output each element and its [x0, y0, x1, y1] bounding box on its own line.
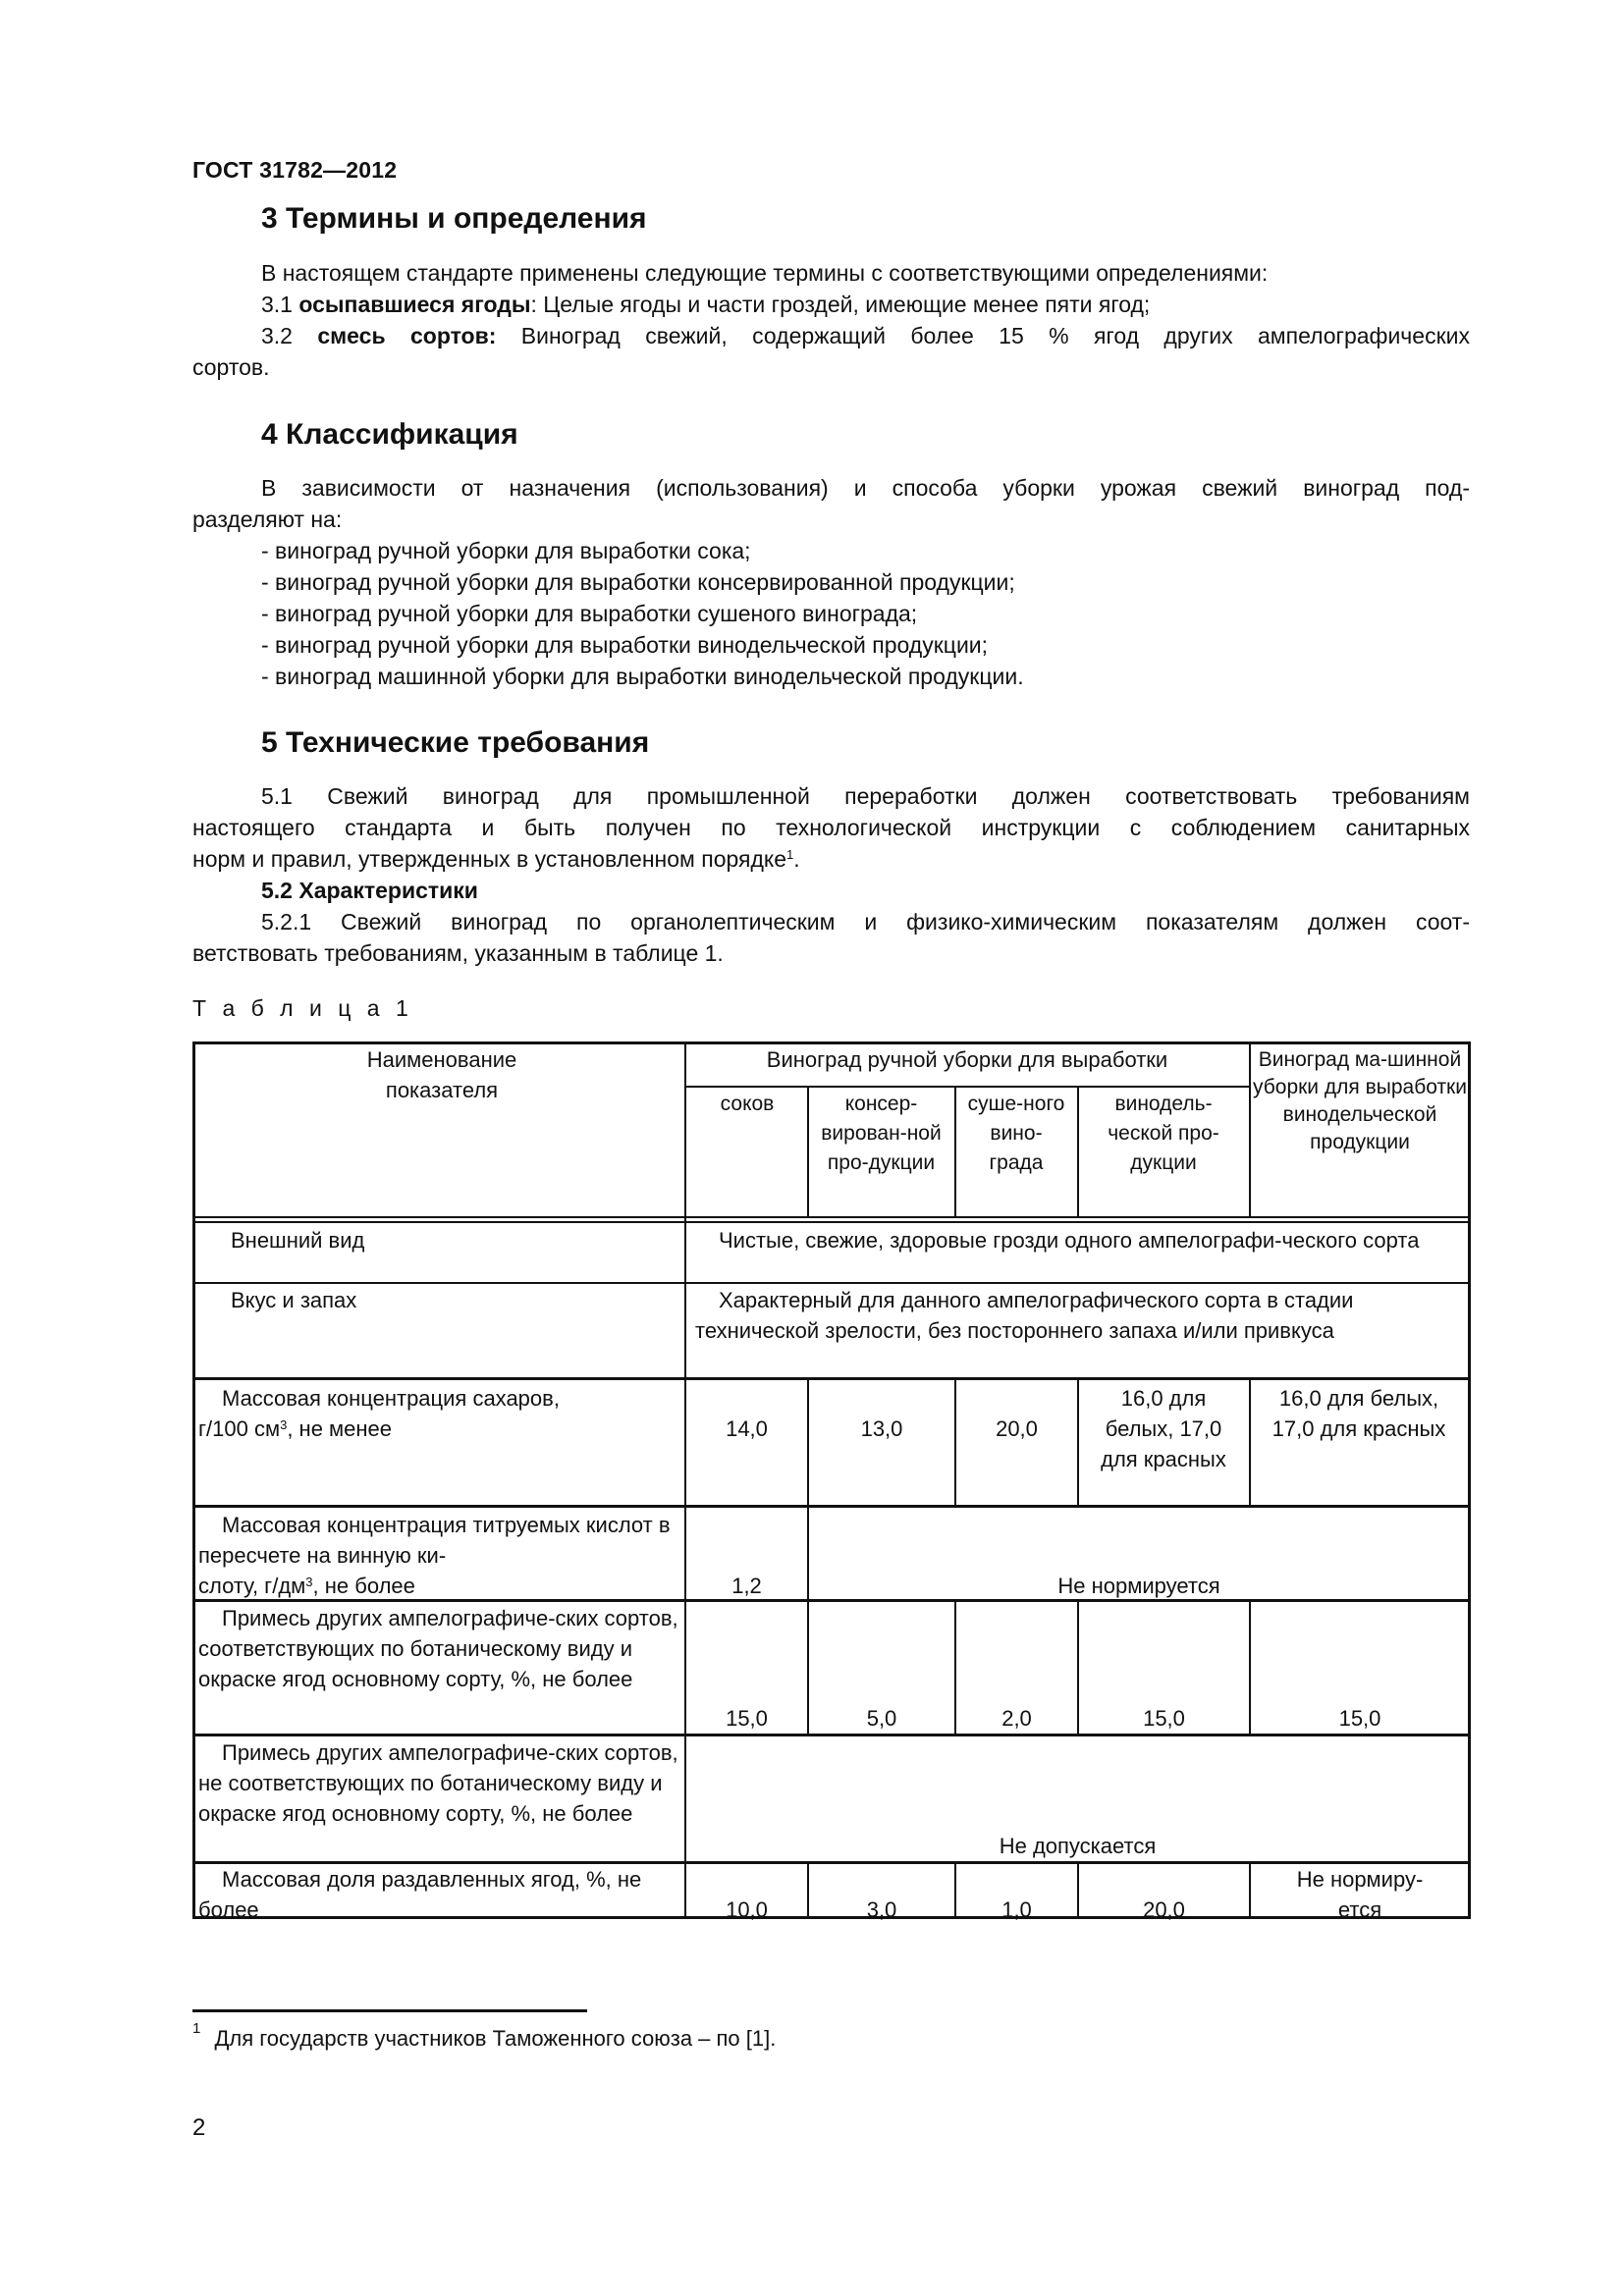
row-sugars-dried: 20,0	[996, 1416, 1038, 1441]
page-number: 2	[192, 2114, 206, 2141]
classification-item: - виноград ручной уборки для выработки консервированной продукции;	[261, 569, 1015, 595]
table-row-divider	[192, 1734, 1471, 1736]
row-acids-other: Не нормируется	[1057, 1574, 1220, 1598]
row-admixture-matching-canned: 5,0	[866, 1706, 897, 1731]
table-header-subdivider	[684, 1086, 1249, 1088]
footnote-number: 1	[192, 2020, 201, 2037]
footnote-text: Для государств участников Таможенного союза – по [1].	[214, 2026, 777, 2051]
term-3-2	[192, 320, 1470, 351]
row-sugars-name-line1: Массовая концентрация сахаров,	[222, 1386, 560, 1411]
row-sugars-wine: 16,0 для белых, 17,0 для красных	[1101, 1386, 1226, 1471]
table-col-divider	[807, 1086, 809, 1218]
term-3-2-term: смесь сортов:	[317, 323, 497, 348]
table-row-divider	[192, 1377, 1471, 1380]
subsection-5-2-title: 5.2 Характеристики	[261, 878, 478, 903]
header-indicator: Наименование показателя	[366, 1047, 517, 1102]
unit-exponent: 3	[305, 1575, 313, 1589]
section-3-title: 3 Термины и определения	[261, 202, 647, 235]
term-3-2-number: 3.2	[261, 323, 293, 348]
unit-text: слоту, г/дм	[198, 1574, 306, 1598]
header-juices: соков	[720, 1093, 775, 1115]
row-crushed-name: Массовая доля раздавленных ягод, %, не более	[198, 1867, 642, 1922]
row-sugars-name	[198, 1383, 679, 1444]
footnote-reference[interactable]: 1	[786, 847, 794, 862]
header-manual-group: Виноград ручной уборки для выработки	[766, 1047, 1168, 1072]
term-3-1-number: 3.1	[261, 292, 293, 317]
row-crushed-machine: Не нормиру-ется	[1296, 1867, 1424, 1922]
row-crushed-wine: 20,0	[1143, 1897, 1185, 1922]
term-3-2-definition-cont: сортов.	[192, 354, 270, 380]
paragraph-5-1: 5.1 Свежий виноград для промышленной переработки должен соответствовать требованиям	[261, 783, 1470, 809]
row-admixture-matching-wine: 15,0	[1143, 1706, 1185, 1731]
row-acids-name-text: Массовая концентрация титруемых кислот в пересчете на винную ки-	[198, 1513, 671, 1568]
table-border-right	[1468, 1041, 1471, 1919]
term-3-1-term: осыпавшиеся ягоды	[298, 292, 531, 317]
table-header-double-line-1	[192, 1216, 1471, 1218]
paragraph-5-1-end: .	[793, 846, 800, 872]
unit-exponent: 3	[280, 1417, 288, 1432]
table-col-divider	[954, 1086, 956, 1218]
row-sugars-canned: 13,0	[860, 1416, 903, 1441]
row-crushed-canned: 3,0	[866, 1897, 897, 1922]
unit-suffix: , не более	[312, 1574, 415, 1598]
row-admixture-matching-name: Примесь других ампелографиче-ских сортов, соответствующих по ботаническому виду и окраске ягод основному сорту, %, не более	[198, 1606, 678, 1691]
row-sugars-name-line2	[198, 1414, 679, 1444]
header-canned: консер-вирован-ной про-дукции	[821, 1093, 942, 1174]
footnote	[192, 2020, 777, 2052]
table-col-divider	[684, 1041, 686, 1919]
row-sugars-machine: 16,0 для белых, 17,0 для красных	[1271, 1386, 1446, 1441]
paragraph-5-1-line2: настоящего стандарта и быть получен по технологической инструкции с соблюдением санитарных	[192, 815, 1470, 840]
row-sugars-juices: 14,0	[726, 1416, 768, 1441]
row-admixture-nonmatching-name: Примесь других ампелографиче-ских сортов, не соответствующих по ботаническому виду и окраске ягод основному сорту, %, не более	[198, 1740, 678, 1826]
header-wine: винодель-ческой про-дукции	[1108, 1093, 1219, 1174]
paragraph-5-1-line3	[192, 843, 1470, 875]
table-col-divider	[1077, 1379, 1079, 1507]
header-dried: суше-ного вино-града	[967, 1093, 1065, 1174]
table-col-divider	[1249, 1863, 1251, 1918]
row-admixture-matching-machine: 15,0	[1338, 1706, 1381, 1731]
classification-item: - виноград ручной уборки для выработки сока;	[261, 538, 751, 563]
section-4-intro-cont: разделяют на:	[192, 507, 343, 532]
row-acids-juices: 1,2	[731, 1574, 762, 1598]
classification-item: - виноград машинной уборки для выработки винодельческой продукции.	[261, 664, 1024, 689]
row-taste-value: Характерный для данного ампелографического сорта в стадии технической зрелости, без постороннего запаха и/или привкуса	[695, 1288, 1354, 1343]
section-3-intro: В настоящем стандарте применены следующие термины с соответствующими определениями:	[261, 260, 1269, 286]
table-col-divider	[1249, 1379, 1251, 1507]
row-crushed-dried: 1,0	[1001, 1897, 1032, 1922]
unit-text: г/100 см	[198, 1416, 281, 1441]
table-caption: Т а б л и ц а 1	[192, 995, 413, 1021]
classification-item: - виноград ручной уборки для выработки сушеного винограда;	[261, 601, 918, 626]
section-5-title: 5 Технические требования	[261, 726, 650, 759]
row-appearance-value: Чистые, свежие, здоровые грозди одного ампелографи-ческого сорта	[719, 1228, 1420, 1253]
document-code: ГОСТ 31782—2012	[192, 157, 398, 183]
term-3-1-definition: : Целые ягоды и части гроздей, имеющие менее пяти ягод;	[530, 292, 1151, 317]
paragraph-5-2-1: 5.2.1 Свежий виноград по органолептическим и физико-химическим показателям должен соот-	[261, 909, 1470, 934]
row-admixture-nonmatching-value: Не допускается	[999, 1834, 1157, 1858]
paragraph-5-1-text: норм и правил, утвержденных в установленном порядке	[192, 846, 787, 872]
row-admixture-matching-dried: 2,0	[1001, 1706, 1032, 1731]
footnote-separator	[192, 2009, 587, 2012]
row-admixture-matching-juices: 15,0	[726, 1706, 768, 1731]
table-col-divider	[1249, 1041, 1251, 1218]
paragraph-5-2-1-cont: ветствовать требованиям, указанным в таблице 1.	[192, 940, 724, 966]
table-border-left	[192, 1041, 195, 1919]
row-acids-name-line-last	[198, 1571, 681, 1601]
row-taste-name: Вкус и запах	[231, 1288, 357, 1312]
term-3-1	[192, 289, 1470, 320]
row-acids-name	[198, 1510, 681, 1601]
table-row-divider	[192, 1505, 1471, 1508]
row-appearance-name: Внешний вид	[231, 1228, 365, 1253]
term-3-2-definition: Виноград свежий, содержащий более 15 % ягод других ампелографических	[520, 323, 1470, 348]
row-crushed-juices: 10,0	[726, 1897, 768, 1922]
classification-item: - виноград ручной уборки для выработки винодельческой продукции;	[261, 632, 989, 658]
unit-suffix: , не менее	[287, 1416, 393, 1441]
table-header-double-line-2	[192, 1221, 1471, 1223]
table-row-divider	[192, 1282, 1471, 1284]
section-4-title: 4 Классификация	[261, 418, 518, 451]
table-col-divider	[1077, 1086, 1079, 1218]
header-machine: Виноград ма-шинной уборки для выработки винодельческой продукции	[1253, 1048, 1467, 1153]
section-4-intro: В зависимости от назначения (использования) и способа уборки урожая свежий виноград под-	[261, 475, 1470, 501]
